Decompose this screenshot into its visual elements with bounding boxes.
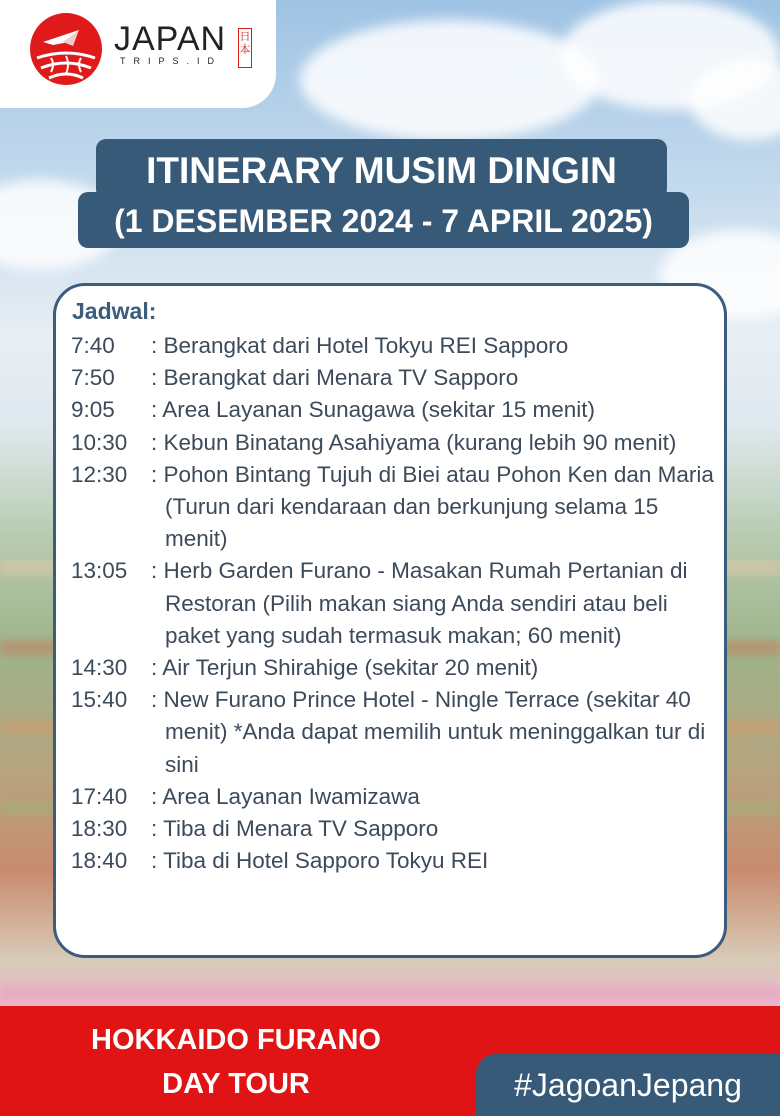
schedule-row: [71, 459, 721, 556]
schedule-description: : Area Layanan Sunagawa (sekitar 15 menit): [151, 397, 596, 423]
schedule-time: 7:40: [71, 333, 115, 358]
schedule-description: : Pohon Bintang Tujuh di Biei atau Pohon Ken dan Maria (Turun dari kendaraan dan berkunjung selama 15 menit): [151, 461, 714, 552]
schedule-heading: Jadwal:: [72, 298, 157, 324]
tour-title-line1: HOKKAIDO FURANO: [91, 1024, 381, 1056]
schedule-row: [71, 555, 721, 652]
hashtag-badge: #JagoanJepang: [476, 1054, 780, 1116]
schedule-row: [71, 845, 721, 877]
schedule-description: : Berangkat dari Menara TV Sapporo: [151, 365, 519, 391]
schedule-row: [71, 427, 721, 459]
background-field: [0, 985, 780, 1001]
schedule-time: 12:30: [71, 461, 128, 487]
schedule-time: 18:30: [71, 816, 128, 842]
schedule-description: : New Furano Prince Hotel - Ningle Terrace (sekitar 40 menit) *Anda dapat memilih untuk meninggalkan tur di sini: [151, 687, 706, 777]
logo-brand-text: JAPAN: [114, 20, 227, 58]
tour-title-line2: DAY TOUR: [162, 1068, 310, 1100]
schedule-row: [71, 652, 721, 684]
schedule-description: : Herb Garden Furano - Masakan Rumah Pertanian di Restoran (Pilih makan siang Anda sendiri atau beli paket yang sudah termasuk makan; 60 menit): [151, 558, 688, 648]
schedule-description: : Kebun Binatang Asahiyama (kurang lebih 90 menit): [151, 429, 677, 455]
schedule-time: 9:05: [71, 397, 115, 423]
logo-kanji-badge: 日本: [238, 28, 252, 68]
schedule-description: : Berangkat dari Hotel Tokyu REI Sapporo: [151, 333, 569, 358]
schedule-description: : Area Layanan Iwamizawa: [151, 783, 420, 809]
tour-title: [36, 1018, 436, 1106]
schedule-row: [71, 362, 721, 394]
schedule-row: [71, 813, 721, 845]
japan-trips-logo-icon: [29, 12, 103, 86]
schedule-time: 14:30: [71, 655, 128, 681]
schedule-row: [71, 684, 721, 781]
schedule-time: 13:05: [71, 558, 128, 584]
schedule-time: 17:40: [71, 783, 128, 809]
page-title: ITINERARY MUSIM DINGIN: [96, 139, 667, 199]
schedule-list: [71, 330, 721, 877]
schedule-row: [71, 394, 721, 426]
schedule-card: [53, 283, 727, 958]
logo-subtitle: TRIPS.ID: [120, 56, 223, 66]
schedule-row: [71, 330, 721, 362]
schedule-time: 15:40: [71, 687, 128, 713]
logo-card: [0, 0, 276, 108]
schedule-description: : Tiba di Menara TV Sapporo: [151, 816, 439, 842]
schedule-time: 18:40: [71, 848, 128, 874]
schedule-description: : Tiba di Hotel Sapporo Tokyu REI: [151, 848, 489, 874]
page-subtitle-dates: (1 DESEMBER 2024 - 7 APRIL 2025): [78, 192, 689, 248]
schedule-time: 7:50: [71, 365, 115, 391]
schedule-time: 10:30: [71, 429, 128, 455]
background-cloud: [300, 20, 600, 140]
schedule-row: [71, 781, 721, 813]
schedule-description: : Air Terjun Shirahige (sekitar 20 menit): [151, 655, 539, 681]
